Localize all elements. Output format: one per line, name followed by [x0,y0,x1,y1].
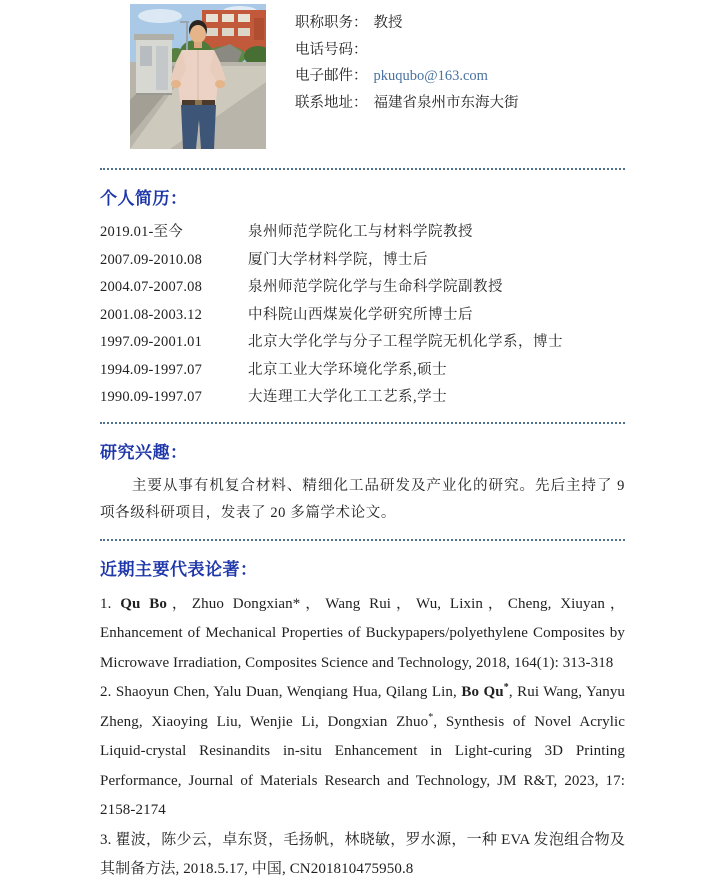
resume-row [100,219,625,247]
resume-row [100,302,625,330]
contact-label: 职称职务： [295,15,368,31]
resume-row [100,357,625,385]
faculty-photo [130,4,266,149]
resume-detail: 中科院山西煤炭化学研究所博士后 [248,306,473,323]
publication-text-segment: 1. [100,595,121,612]
contact-value: 福建省泉州市东海大街 [373,94,519,111]
profile-body [100,160,625,885]
resume-section-heading: 个人简历： [100,189,188,208]
publication-text-segment: ，Zhuo Dongxian*，Wang Rui，Wu, Lixin，Cheng, Xiuyan，Enhancement of Mechanical Properties of Buckypapers/polyethylene Composites by Microwave Irradiation, Composites Science and Technology, 2018, 164(1): 313-318 [100,595,625,671]
publication-item [100,826,625,885]
resume-row [100,384,625,412]
contact-label: 联系地址： [295,94,368,111]
resume-detail: 泉州师范学院化工与材料学院教授 [248,224,473,240]
publication-text-segment: 2. Shaoyun Chen, Yalu Duan, Wenqiang Hua, Qilang Lin, [100,684,462,700]
publication-text-segment: * [428,711,434,723]
contact-value: 教授 [373,15,403,31]
dotted-divider [100,168,625,170]
resume-period: 1994.09-1997.07 [100,361,203,378]
profile-header [0,0,723,168]
dotted-divider [100,422,625,424]
resume-row [100,274,625,302]
publication-text-segment: Bo Qu [461,684,504,700]
contact-row [295,90,625,117]
resume-detail: 北京工业大学环境化学系,硕士 [248,361,448,378]
dotted-divider [100,539,625,541]
resume-row [100,247,625,275]
resume-period: 1997.09-2001.01 [100,334,203,350]
publication-item [100,678,625,826]
publication-list [100,590,625,885]
resume-list [100,219,625,412]
resume-period: 1990.09-1997.07 [100,389,203,405]
email-link[interactable]: pkuqubo@163.com [373,68,488,84]
resume-period: 2001.08-2003.12 [100,306,203,323]
publication-text-segment: , Synthesis of Novel Acrylic Liquid-crystal Resinandits in-situ Enhancement in Light-curing 3D Printing Performance, Journal of Materials Research and Technology, JM R&T, 2023, 17: 2158-2174 [100,713,625,818]
resume-detail: 大连理工大学化工工艺系,学士 [248,389,448,405]
contact-label: 电话号码： [295,41,368,58]
publication-item [100,590,625,679]
publication-text-segment: * [503,682,509,693]
contact-row [295,37,625,64]
resume-period: 2004.07-2007.08 [100,279,203,295]
publication-text-segment: , Rui Wang, Yanyu Zheng, Xiaoying Liu, Wenjie Li, Dongxian Zhuo [100,684,626,730]
resume-row [100,329,625,357]
interests-section-heading: 研究兴趣： [100,442,188,462]
resume-detail: 厦门大学材料学院，博士后 [248,251,428,268]
resume-detail: 泉州师范学院化学与生命科学院副教授 [248,279,503,295]
contact-row [295,63,625,90]
resume-period: 2007.09-2010.08 [100,251,203,268]
interests-paragraph: 主要从事有机复合材料、精细化工品研发及产业化的研究。先后主持了 9 项各级科研项目，发表了 20 多篇学术论文。 [100,477,625,521]
publication-text-segment: 3. 瞿波，陈少云，卓东贤，毛扬帆，林晓敏，罗水源，一种 EVA 发泡组合物及其制备方法, 2018.5.17, 中国, CN201810475950.8 [100,831,625,877]
publication-text-segment: Qu Bo [120,595,167,612]
resume-period: 2019.01-至今 [100,224,183,240]
faculty-photo-graphic [130,4,266,149]
contact-label: 电子邮件： [295,68,368,84]
publications-section-heading: 近期主要代表论著： [100,559,258,579]
contact-row [295,10,625,37]
resume-detail: 北京大学化学与分子工程学院无机化学系，博士 [248,334,563,350]
contact-info [295,10,625,116]
